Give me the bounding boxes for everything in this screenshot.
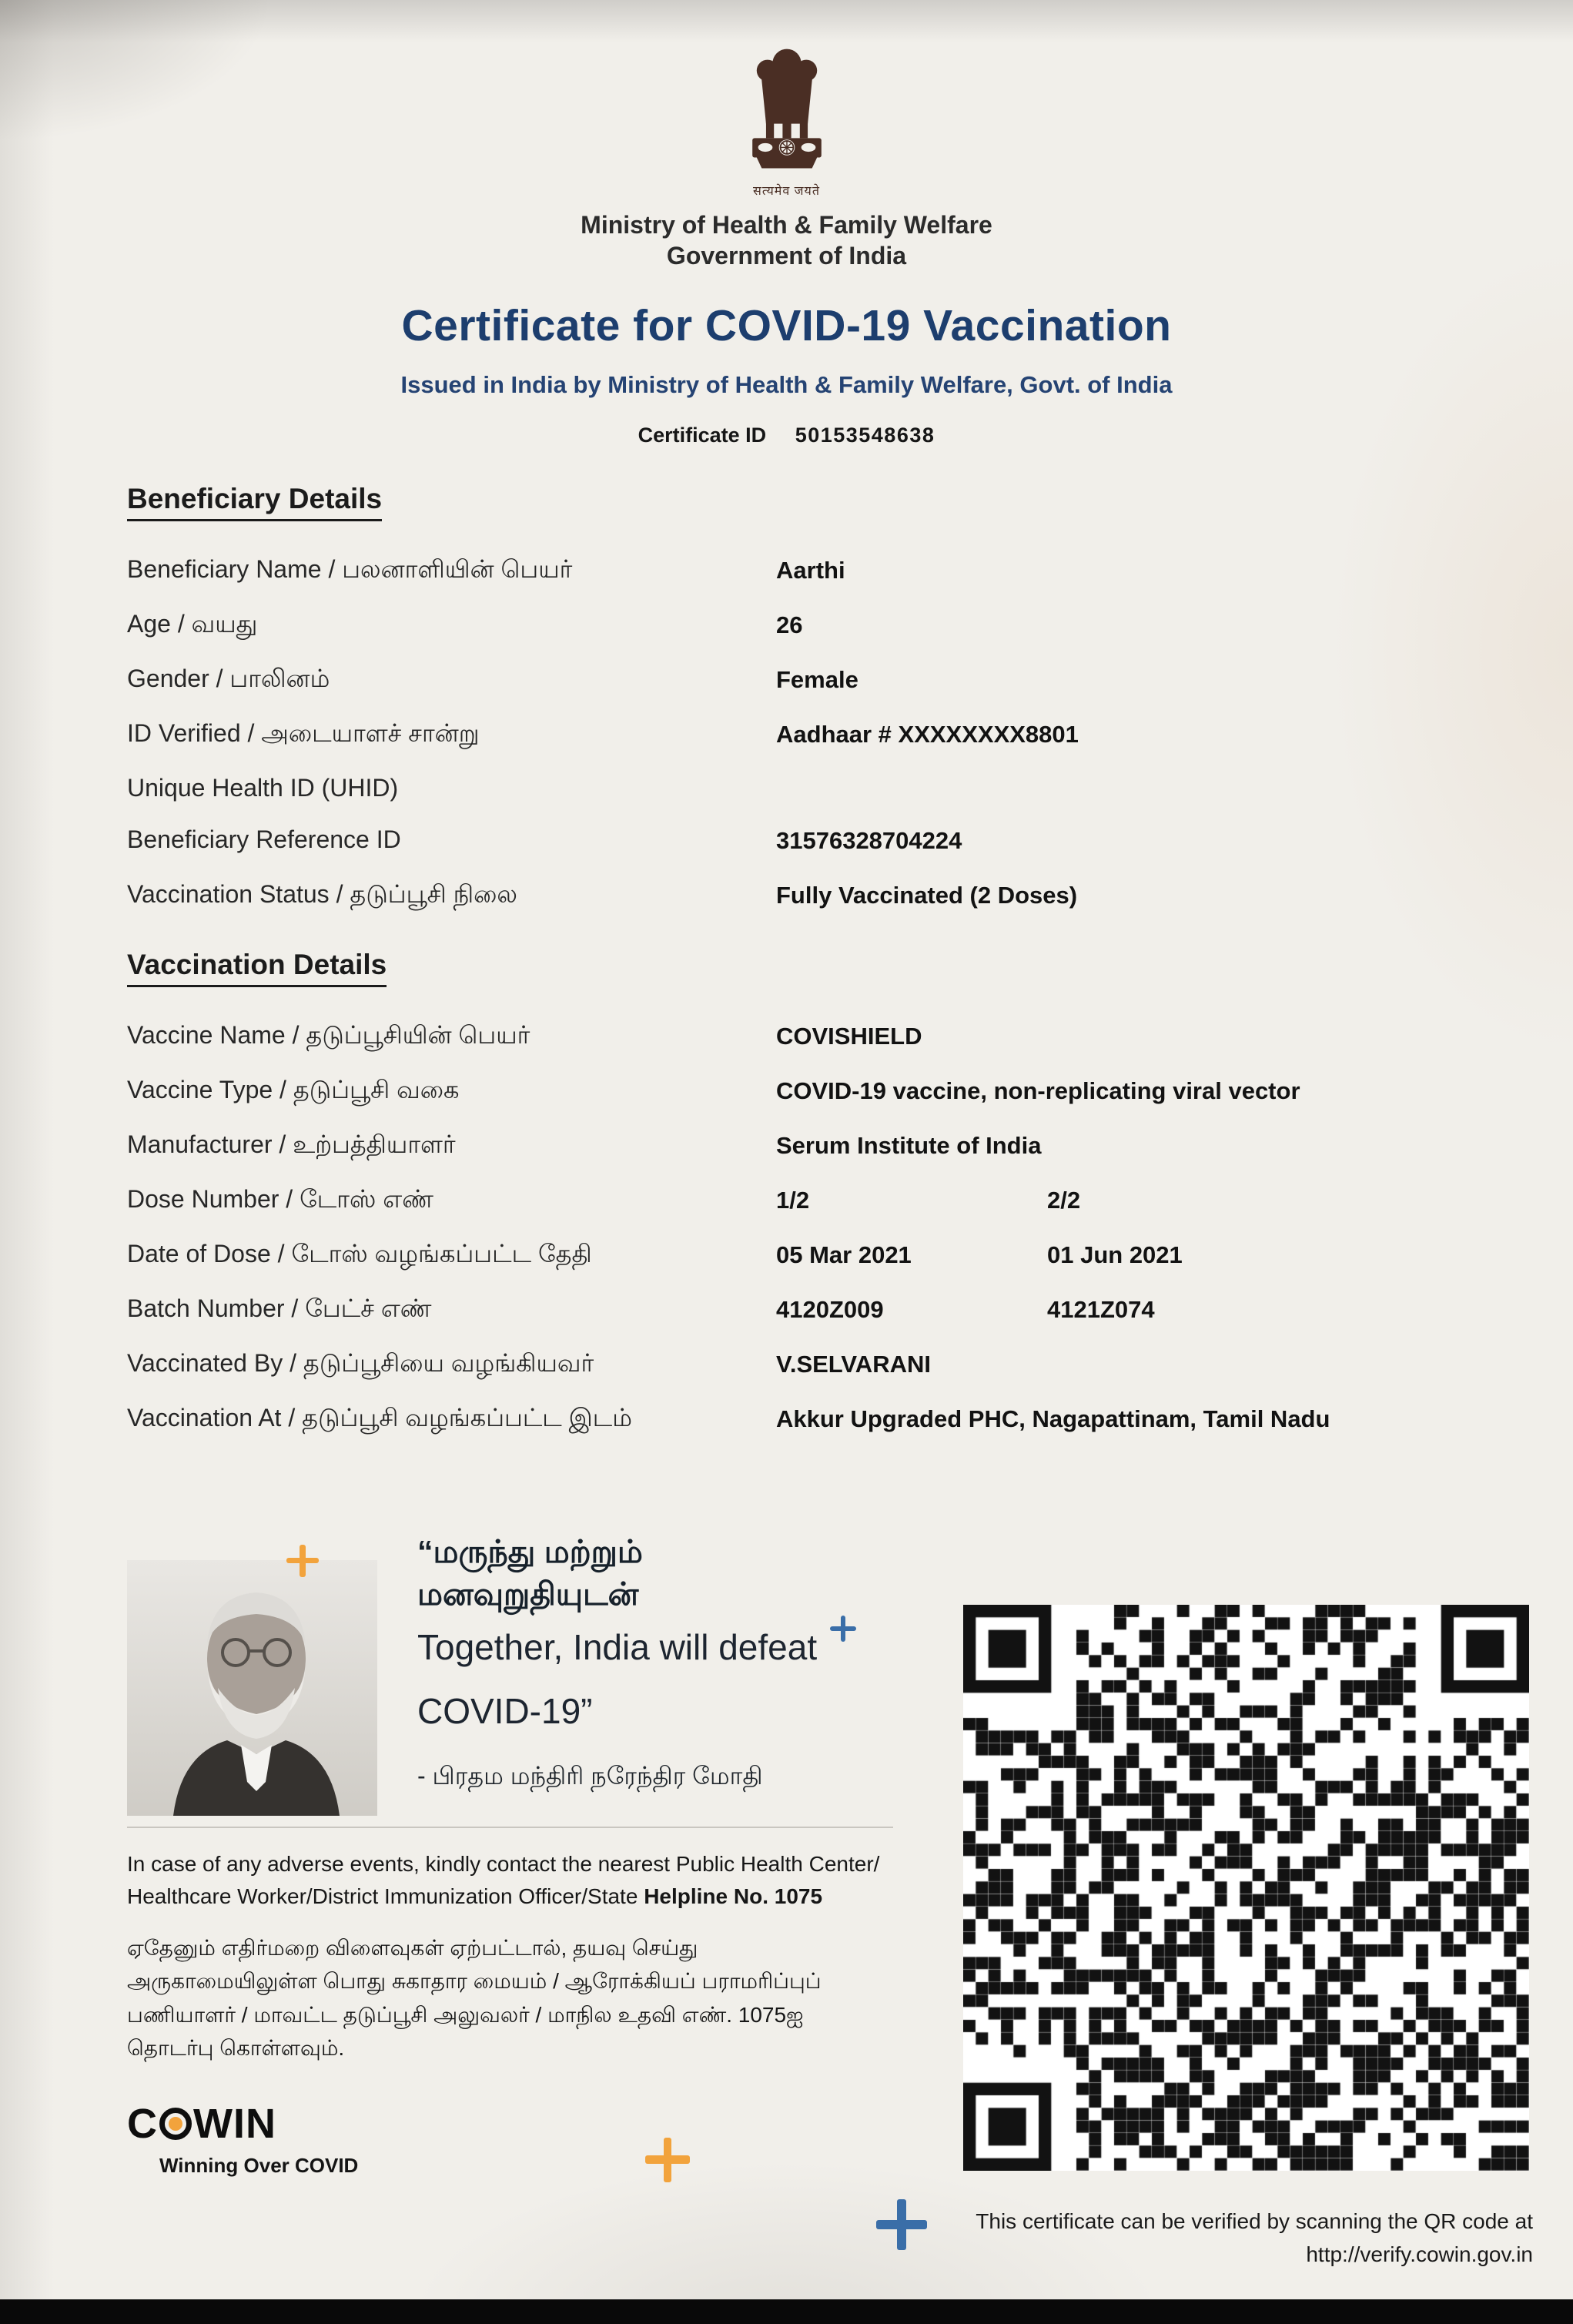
cowin-logo-c: C — [127, 2101, 158, 2148]
government-name: Government of India — [666, 242, 907, 270]
field-value — [776, 1348, 1354, 1382]
field-value: Female — [776, 665, 858, 693]
field-label: Vaccinated By / தடுப்பூசியை வழங்கியவர் — [127, 1348, 594, 1377]
quote-tamil-line2: மனவுறுதியுடன் — [417, 1576, 639, 1612]
field-value: 26 — [776, 611, 803, 638]
field-value — [776, 1184, 1354, 1218]
field-value — [776, 772, 1354, 805]
pm-modi-photo — [127, 1560, 377, 1816]
emblem-motto: सत्यमेव जयते — [753, 185, 820, 198]
verify-url: http://verify.cowin.gov.in — [1306, 2242, 1533, 2267]
field-label: Vaccine Type / தடுப்பூசி வகை — [127, 1076, 460, 1104]
certificate-id-row — [0, 424, 1573, 447]
beneficiary-rows — [127, 554, 1446, 913]
decorative-plus-icon — [645, 2138, 690, 2182]
decorative-plus-icon — [286, 1545, 319, 1577]
dose2-value: 01 Jun 2021 — [1047, 1241, 1183, 1268]
dose1-value: COVISHIELD — [776, 1023, 922, 1050]
verification-instruction — [963, 2205, 1533, 2272]
field-label: Gender / பாலினம் — [127, 664, 330, 692]
field-value: Aadhaar # XXXXXXXX8801 — [776, 720, 1079, 748]
field-label: Vaccination At / தடுப்பூசி வழங்கப்பட்ட இடம் — [127, 1403, 632, 1432]
decorative-plus-icon — [876, 2199, 927, 2250]
field-label: Vaccine Name / தடுப்பூசியின் பெயர் — [127, 1021, 530, 1050]
field-label: Date of Dose / டோஸ் வழங்கப்பட்ட தேதி — [127, 1239, 592, 1267]
field-value: Aarthi — [776, 557, 845, 584]
ministry-name: Ministry of Health & Family Welfare — [581, 211, 992, 239]
dose1-value: Serum Institute of India — [776, 1132, 1042, 1160]
adverse-notice-tamil: ஏதேனும் எதிர்மறை விளைவுகள் ஏற்பட்டால், தயவு செய்து அருகாமையிலுள்ள பொது சுகாதார மையம் / ஆரோக்கியப் பராமரிப்புப் பணியாளர் / மாவட்ட தடுப்பூசி அலுவலர் / மாநில உதவி எண். 1075ஐ தொடர்பு கொள்ளவும். — [127, 1935, 822, 2060]
field-value — [776, 1238, 1354, 1273]
dose1-value: 4120Z009 — [776, 1295, 884, 1323]
certificate-id-label: Certificate ID — [638, 424, 767, 447]
field-label: Manufacturer / உற்பத்தியாளர் — [127, 1130, 456, 1159]
cowin-logo-win: WIN — [193, 2101, 276, 2148]
cowin-logo-o-icon — [159, 2108, 192, 2140]
quote-tamil-line1: “மருந்து மற்றும் — [417, 1533, 643, 1569]
field-label: Beneficiary Name / பலனாளியின் பெயர் — [127, 555, 573, 583]
field-value — [776, 1293, 1354, 1328]
dose1-value: 05 Mar 2021 — [776, 1241, 912, 1268]
cowin-tagline: Winning Over COVID — [159, 2154, 359, 2178]
quote-english-line1: Together, India will defeat — [417, 1627, 818, 1668]
pm-quote-block — [127, 1531, 920, 1816]
beneficiary-details-section — [127, 483, 1446, 913]
field-value — [776, 1129, 1354, 1164]
field-value — [776, 1020, 1354, 1054]
dose2-value: 4121Z074 — [1047, 1295, 1155, 1323]
field-label: Age / வயது — [127, 609, 258, 638]
field-label: Vaccination Status / தடுப்பூசி நிலை — [127, 880, 517, 909]
field-value — [776, 1074, 1354, 1109]
dose1-value: V.SELVARANI — [776, 1350, 931, 1378]
certificate-footer — [0, 1531, 1573, 2316]
decorative-plus-icon — [830, 1616, 856, 1642]
field-label: Dose Number / டோஸ் எண் — [127, 1185, 433, 1214]
field-label: Batch Number / பேட்ச் எண் — [127, 1294, 432, 1322]
scan-edge-bar — [0, 2299, 1573, 2324]
dose1-value: COVID-19 vaccine, non-replicating viral vector — [776, 1077, 1300, 1105]
field-value: 31576328704224 — [776, 827, 962, 855]
verify-text: This certificate can be verified by scanning the QR code at — [976, 2208, 1533, 2233]
field-label: ID Verified / அடையாளச் சான்று — [127, 718, 480, 747]
field-value: Fully Vaccinated (2 Doses) — [776, 882, 1078, 909]
qr-verification-area — [963, 1605, 1533, 2272]
certificate-title: Certificate for COVID-19 Vaccination — [401, 301, 1172, 350]
certificate-id-value: 50153548638 — [795, 424, 935, 447]
vaccination-section-title: Vaccination Details — [127, 949, 387, 987]
qr-code — [963, 1605, 1529, 2171]
pm-quote-text — [417, 1531, 817, 1816]
dose1-value: 1/2 — [776, 1187, 810, 1214]
field-value: Akkur Upgraded PHC, Nagapattinam, Tamil Nadu — [776, 1405, 1330, 1432]
beneficiary-section-title: Beneficiary Details — [127, 483, 382, 521]
field-label: Unique Health ID (UHID) — [127, 773, 399, 802]
certificate-header — [0, 0, 1573, 447]
adverse-events-notice — [127, 1827, 893, 2065]
vaccination-rows — [127, 1020, 1446, 1437]
field-label: Beneficiary Reference ID — [127, 825, 401, 854]
adverse-notice-english — [127, 1848, 893, 1913]
india-national-emblem-icon — [744, 39, 830, 199]
quote-english-line2: COVID-19” — [417, 1691, 593, 1732]
dose2-value: 2/2 — [1047, 1187, 1081, 1214]
quote-attribution: - பிரதம மந்திரி நரேந்திர மோதி — [417, 1762, 763, 1790]
adverse-notice-text: In case of any adverse events, kindly contact the nearest Public Health Center/ Healthcare Worker/District Immunization Officer/State — [127, 1851, 880, 1908]
helpline-number: Helpline No. 1075 — [644, 1884, 823, 1908]
vaccination-details-section — [127, 949, 1446, 1437]
certificate-subtitle: Issued in India by Ministry of Health & Family Welfare, Govt. of India — [400, 371, 1173, 398]
